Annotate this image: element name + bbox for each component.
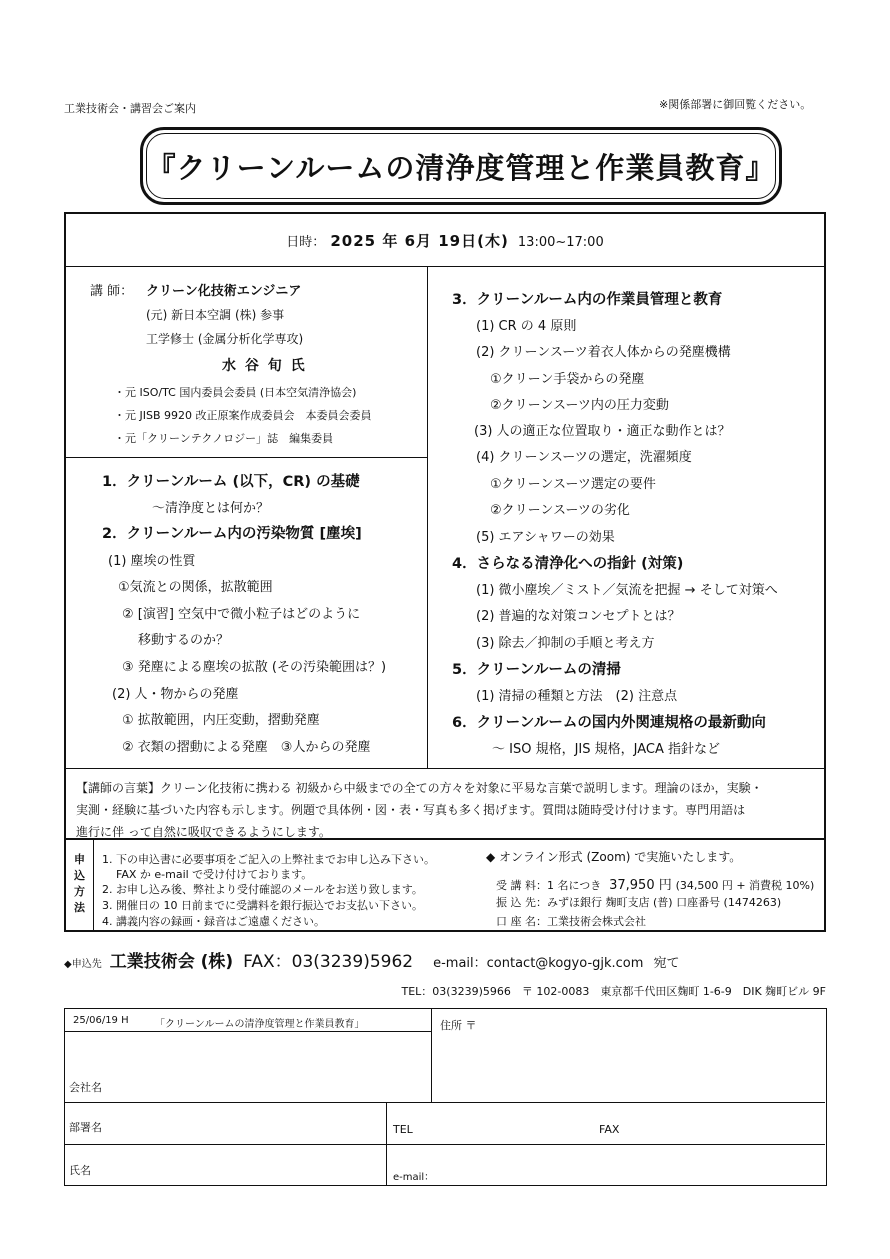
- header-left-note: 工業技術会・講習会ご案内: [64, 102, 196, 115]
- lecturer-message-line: 実測・経験に基づいた内容も示します。例題で具体例・図・表・写真も多く掲げます。質問は随時受け付けます。専門用語は: [76, 803, 746, 817]
- header-right-note: ※関係部署に御回覧ください。: [659, 98, 812, 111]
- lecturer-role: ・元 JISB 9920 改正原案作成委員会 本委員会委員: [114, 409, 372, 422]
- application-step: 3. 開催日の 10 日前までに受講料を銀行振込でお支払い下さい。: [102, 899, 423, 912]
- lecturer-label: 講 師：: [90, 284, 134, 299]
- lecturer-title: クリーン化技術エンジニア: [146, 284, 302, 299]
- page-title: 『クリーンルームの清浄度管理と作業員教育』: [146, 150, 776, 185]
- outline-item: (3) 除去／抑制の手順と考え方: [476, 636, 655, 651]
- section-heading-3: 3．クリーンルーム内の作業員管理と教育: [452, 292, 723, 308]
- lecturer-message-line: 進行に伴 って自然に吸収できるようにします。: [76, 825, 331, 839]
- application-step: FAX か e-mail で受け付けております。: [116, 868, 313, 881]
- application-step: 2. お申し込み後、弊社より受付確認のメールをお送り致します。: [102, 883, 423, 896]
- outline-item: (1) 清掃の種類と方法 (2) 注意点: [476, 689, 678, 704]
- lecturer-position: (元) 新日本空調 (株) 参事: [146, 308, 285, 322]
- application-label-char: 方: [74, 885, 85, 898]
- contact-address: TEL：03(3239)5966 〒 102-0083 東京都千代田区麹町 1-6-9 DIK 麹町ビル 9F: [401, 985, 826, 998]
- outline-item: ～ ISO 規格，JIS 規格，JACA 指針など: [492, 742, 721, 757]
- address-field[interactable]: 住所 〒: [440, 1019, 477, 1032]
- lecturer-role: ・元「クリーンテクノロジー」誌 編集委員: [114, 432, 334, 445]
- form-divider: [431, 1009, 432, 1102]
- seminar-details-box: [64, 212, 826, 840]
- outline-item: (2) クリーンスーツ着衣人体からの発塵機構: [476, 345, 731, 360]
- tel-field[interactable]: TEL: [393, 1123, 413, 1136]
- outline-item: (1) 微小塵埃／ミスト／気流を把握 → そして対策へ: [476, 583, 778, 598]
- date-main: 2025 年 6月 19日(木): [330, 232, 509, 250]
- application-label-char: 込: [74, 869, 85, 882]
- outline-item: ③ 発塵による塵埃の拡散 (その汚染範囲は？): [122, 660, 387, 675]
- form-divider: [65, 1144, 825, 1145]
- column-divider: [427, 458, 428, 768]
- outline-item: (5) エアシャワーの効果: [476, 530, 615, 545]
- date-label: 日時：: [286, 235, 326, 250]
- fax-field[interactable]: FAX: [599, 1123, 620, 1136]
- lecturer-box: [66, 266, 428, 458]
- outline-item: (2) 普遍的な対策コンセプトとは？: [476, 609, 681, 624]
- outline-item: ①クリーン手袋からの発塵: [490, 372, 645, 387]
- contact-fax: FAX：03(3239)5962: [243, 952, 414, 972]
- lecturer-role: ・元 ISO/TC 国内委員会委員 (日本空気清浄協会): [114, 386, 357, 399]
- outline-item: (4) クリーンスーツの選定，洗濯頻度: [476, 450, 692, 465]
- company-field[interactable]: 会社名: [69, 1081, 102, 1094]
- outline-item: ①気流との関係，拡散範囲: [118, 580, 273, 595]
- section-heading-1: 1．クリーンルーム (以下，CR) の基礎: [102, 474, 360, 490]
- contact-suffix: 宛て: [653, 956, 680, 971]
- application-label-char: 申: [74, 853, 85, 866]
- application-step: 1. 下の申込書に必要事項をご記入の上弊社までお申し込み下さい。: [102, 853, 435, 866]
- account-name: 口 座 名：工業技術会株式会社: [496, 915, 646, 928]
- section-heading-4: 4．さらなる清浄化への指針 (対策): [452, 556, 684, 572]
- outline-item: ② 衣類の摺動による発塵 ③人からの発塵: [122, 740, 371, 755]
- section-heading-6: 6．クリーンルームの国内外関連規格の最新動向: [452, 715, 766, 731]
- date-line: [66, 230, 824, 251]
- fee-amount: 37,950 円: [609, 878, 672, 893]
- contact-prefix: ◆申込先: [64, 959, 102, 970]
- outline-item: (2) 人・物からの発塵: [112, 687, 239, 702]
- lecturer-name: 水 谷 旬 氏: [222, 358, 307, 374]
- contact-line: [64, 947, 679, 972]
- bank-info: 振 込 先：みずほ銀行 麹町支店 (普) 口座番号 (1474263): [496, 896, 782, 909]
- section-heading-2: 2．クリーンルーム内の汚染物質 [塵埃]: [102, 526, 362, 542]
- application-label-char: 法: [74, 901, 85, 914]
- form-code: 25/06/19 H: [73, 1015, 129, 1026]
- outline-item: (1) 塵埃の性質: [108, 554, 196, 569]
- date-time: 13:00~17:00: [517, 235, 604, 250]
- contact-company: 工業技術会 (株): [109, 952, 234, 972]
- lecturer-message-line: 【講師の言葉】クリーン化技術に携わる 初級から中級までの全ての方々を対象に平易な言葉で説明します。理論のほか，実験・: [76, 781, 763, 795]
- outline-item: 移動するのか？: [138, 633, 230, 648]
- department-field[interactable]: 部署名: [69, 1121, 102, 1134]
- form-divider: [65, 1102, 825, 1103]
- outline-item: ② [演習] 空気中で微小粒子はどのように: [122, 607, 361, 622]
- outline-item: ②クリーンスーツの劣化: [490, 503, 630, 518]
- application-label: [66, 840, 94, 930]
- lecturer-degree: 工学修士 (金属分析化学専攻): [146, 332, 304, 346]
- outline-item: (3) 人の適正な位置取り・適正な動作とは？: [474, 424, 731, 439]
- form-divider: [65, 1031, 431, 1032]
- fee-label: 受 講 料：1 名につき: [496, 879, 602, 892]
- section-heading-5: 5．クリーンルームの清掃: [452, 662, 621, 678]
- outline-item: (1) CR の 4 原則: [476, 319, 577, 334]
- online-notice: ◆ オンライン形式 (Zoom) で実施いたします。: [486, 850, 742, 864]
- title-frame: [146, 133, 776, 199]
- form-course-title: 「クリーンルームの清浄度管理と作業員教育」: [155, 1019, 365, 1030]
- contact-email[interactable]: e-mail：contact@kogyo-gjk.com: [433, 956, 644, 971]
- outline-item: ～清浄度とは何か？: [152, 501, 270, 516]
- outline-item: ②クリーンスーツ内の圧力変動: [490, 398, 669, 413]
- outline-item: ① 拡散範囲，内圧変動，摺動発塵: [122, 713, 320, 728]
- application-box: [64, 840, 826, 932]
- name-field[interactable]: 氏名: [69, 1164, 91, 1177]
- outline-item: ①クリーンスーツ選定の要件: [490, 477, 656, 492]
- divider: [66, 768, 824, 769]
- fee-detail: (34,500 円 + 消費税 10%): [675, 879, 815, 892]
- email-field[interactable]: e-mail：: [393, 1172, 435, 1183]
- application-step: 4. 講義内容の録画・録音はご遠慮ください。: [102, 915, 325, 928]
- registration-form: [64, 1008, 827, 1186]
